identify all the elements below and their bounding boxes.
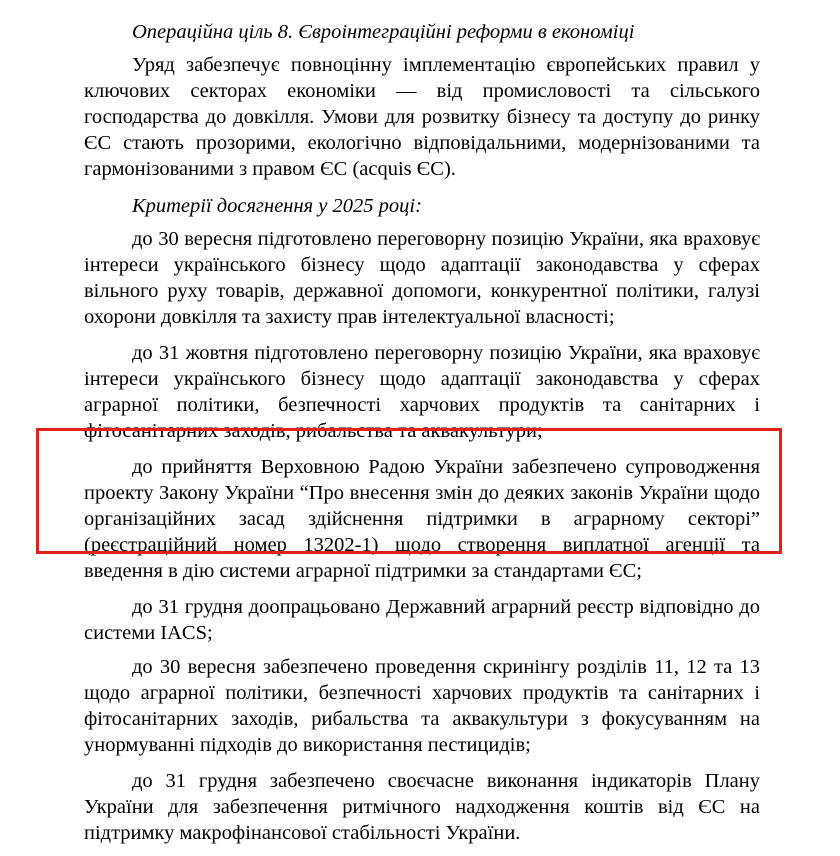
- criteria-heading: Критерії досягнення у 2025 році:: [132, 195, 422, 217]
- criteria-item-6: до 31 грудня забезпечено своєчасне виконання індикаторів Плану України для забезпечення ритмічного надходження коштів від ЄС на підтримку макрофінансової стабільності України.: [84, 770, 760, 844]
- criteria-item-5: до 30 вересня забезпечено проведення скринінгу розділів 11, 12 та 13 щодо аграрної політики, безпечності харчових продуктів та санітарних і фітосанітарних заходів, рибальства та аквакультури з фокусуванням на унормуванні підходів до використання пестицидів;: [84, 656, 760, 756]
- criteria-item-1: до 30 вересня підготовлено переговорну позицію України, яка враховує інтереси українського бізнесу щодо адаптації законодавства у сферах вільного руху товарів, державної допомоги, конкурентної політики, галузі охорони довкілля та захисту прав інтелектуальної власності;: [84, 228, 760, 328]
- criteria-item-3-highlighted: до прийняття Верховною Радою України забезпечено супроводження проекту Закону України “Про внесення змін до деяких законів України щодо організаційних засад здійснення підтримки в аграрному секторі” (реєстраційний номер 13202-1) щодо створення виплатної агенції та введення в дію системи аграрної підтримки за стандартами ЄС;: [84, 456, 760, 582]
- criteria-item-2: до 31 жовтня підготовлено переговорну позицію України, яка враховує інтереси українського бізнесу щодо адаптації законодавства у сферах аграрної політики, безпечності харчових продуктів та санітарних і фітосанітарних заходів, рибальства та аквакультури;: [84, 342, 760, 442]
- document-page: [84, 18, 760, 856]
- operational-goal-heading: Операційна ціль 8. Євроінтеграційні реформи в економіці: [132, 21, 635, 43]
- criteria-item-4: до 31 грудня доопрацьовано Державний аграрний реєстр відповідно до системи IACS;: [84, 596, 760, 644]
- intro-paragraph: Уряд забезпечує повноцінну імплементацію європейських правил у ключових секторах економіки — від промисловості та сільського господарства до довкілля. Умови для розвитку бізнесу та доступу до ринку ЄС стають прозорими, екологічно відповідальними, модернізованими та гармонізованими з правом ЄС (acquis ЄС).: [84, 54, 760, 180]
